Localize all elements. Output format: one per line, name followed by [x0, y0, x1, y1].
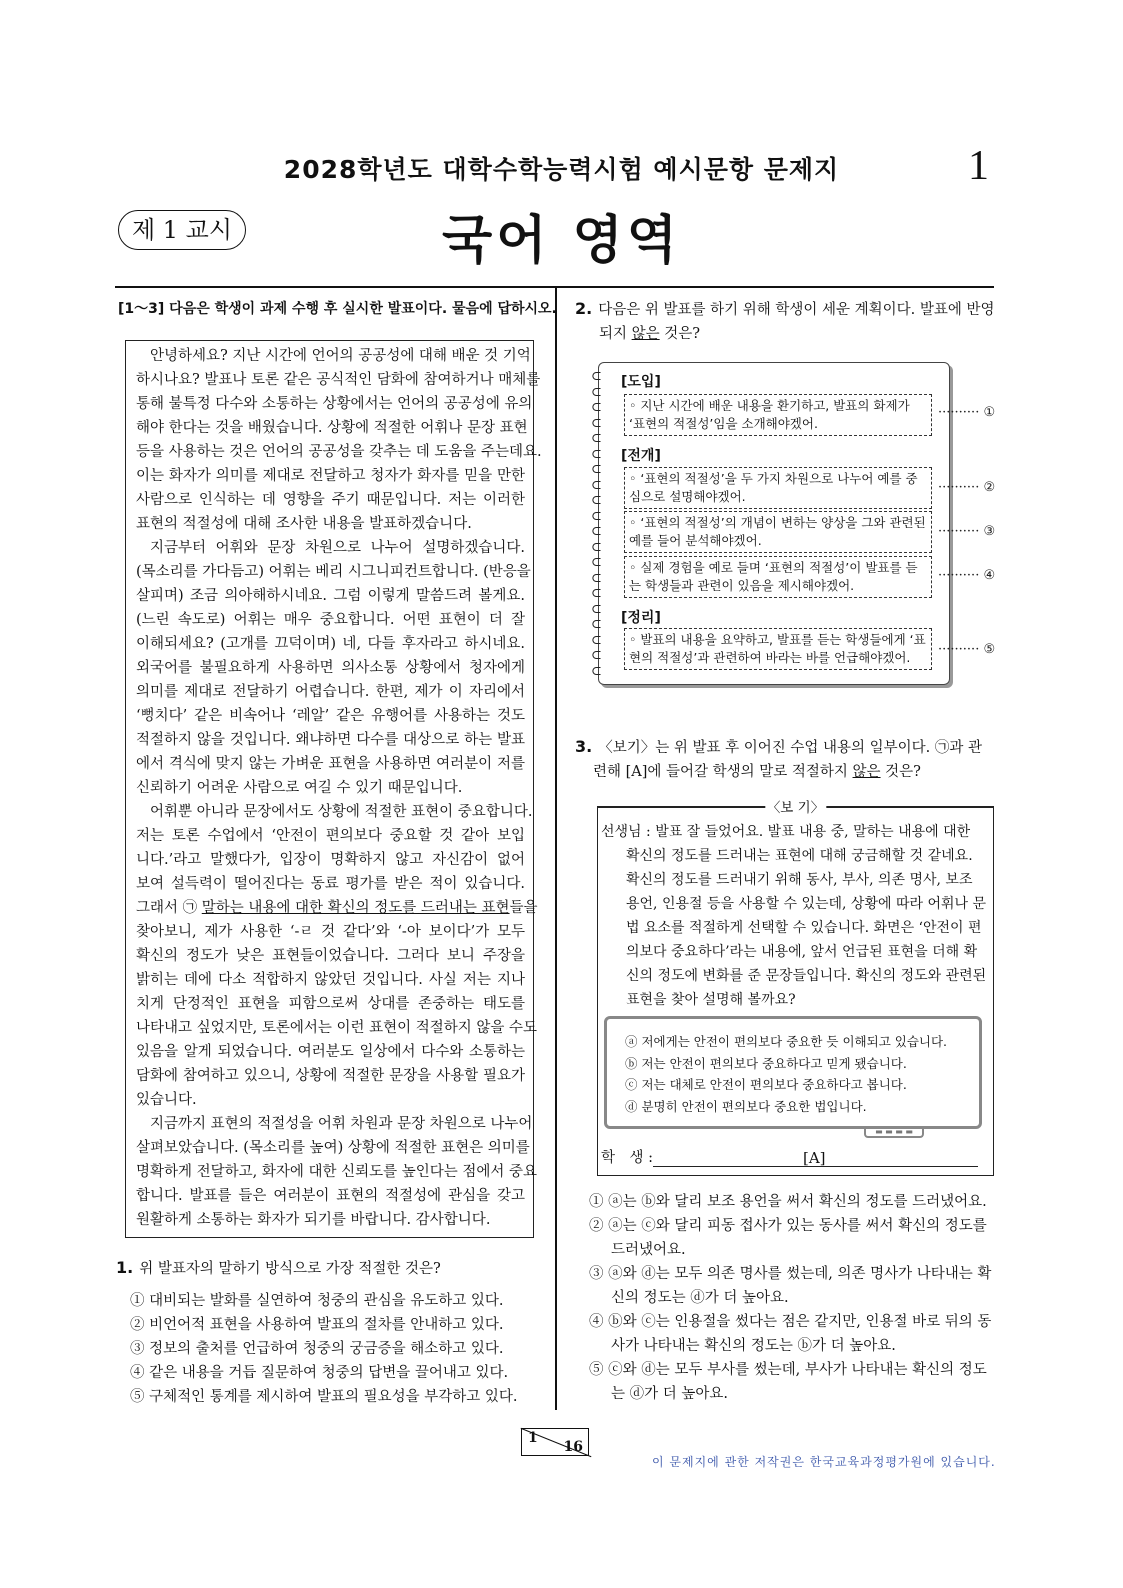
choice-list — [116, 1289, 536, 1409]
spiral-ring-icon: ⊂ — [591, 400, 602, 415]
choice-marker: ·········· ⑤ — [938, 642, 996, 657]
passage-text: 들을 — [509, 900, 538, 916]
answer-choice-2[interactable]: ② 비언어적 표현을 사용하여 발표의 절차를 안내하고 있다. — [130, 1317, 504, 1333]
spiral-ring-icon: ⊂ — [591, 601, 602, 617]
passage-line: 통해 불특정 다수와 소통하는 상황에서는 언어의 공공성에 유의 — [136, 396, 533, 412]
emphasis-underline: 않은 — [852, 764, 881, 780]
emphasis-underline: 않은 — [631, 326, 660, 342]
question-stem: 다음은 위 발표를 하기 위해 학생이 세운 계획이다. 발표에 반영되지 — [598, 302, 995, 342]
choice-marker: ·········· ② — [938, 480, 996, 495]
example-sentence-a: ⓐ 저에게는 안전이 편의보다 중요한 듯 이해되고 있습니다. — [625, 1034, 948, 1049]
passage-line: 보여 설득력이 떨어진다는 동료 평가를 받은 적이 있습니다. — [136, 876, 525, 892]
passage-line: 있습니다. — [136, 1092, 197, 1108]
passage-line: (느린 속도로) 어휘는 매우 중요합니다. 어떤 표현이 더 잘 — [136, 612, 525, 628]
spiral-ring-icon: ⊂ — [591, 508, 602, 524]
section-summary: [정리] — [621, 610, 661, 626]
current-page: 1 — [528, 1430, 538, 1446]
passage-line: 안녕하세요? 지난 시간에 언어의 공공성에 대해 배운 것 기억 — [150, 348, 531, 364]
answer-choice-1[interactable]: ① ⓐ는 ⓑ와 달리 보조 용언을 써서 확신의 정도를 드러냈어요. — [589, 1194, 987, 1210]
passage-line: 어휘뿐 아니라 문장에서도 상황에 적절한 표현이 중요합니다. — [150, 804, 533, 820]
passage-line: 명확하게 전달하고, 화자에 대한 신뢰도를 높인다는 점에서 중요 — [136, 1164, 538, 1180]
spiral-ring-icon: ⊂ — [591, 524, 602, 539]
copyright-notice: 이 문제지에 관한 저작권은 한국교육과정평가원에 있습니다. — [652, 1455, 996, 1469]
passage-line: 이는 화자가 의미를 제대로 전달하고 청자가 화자를 믿을 만한 — [136, 468, 525, 484]
spiral-ring-icon: ⊂ — [591, 617, 602, 632]
passage-line: 표현의 적절성에 대해 조사한 내용을 발표하겠습니다. — [136, 516, 472, 532]
question-3 — [575, 735, 995, 784]
spiral-ring-icon: ⊂ — [591, 586, 602, 601]
passage-line: 합니다. 발표를 들은 여러분이 표현의 적절성에 관심을 갖고 — [136, 1188, 525, 1204]
answer-choice-3[interactable]: ③ 정보의 출처를 언급하여 청중의 궁금증을 해소하고 있다. — [130, 1341, 504, 1357]
spiral-ring-icon: ⊂ — [591, 539, 602, 555]
answer-choice-5[interactable]: ⑤ 구체적인 통계를 제시하여 발표의 필요성을 부각하고 있다. — [130, 1389, 518, 1405]
plan-notebook — [591, 362, 950, 685]
passage-line: 치게 단정적인 표현을 피함으로써 상대를 존중하는 태도를 — [136, 996, 525, 1012]
period-badge: 제 1 교시 — [118, 210, 246, 250]
screen-display — [604, 1016, 982, 1129]
spiral-ring-icon: ⊂ — [591, 477, 602, 493]
choice-marker: ·········· ③ — [938, 524, 996, 539]
blank-A-label: [A] — [803, 1149, 826, 1167]
choice-marker: ·········· ④ — [938, 568, 996, 583]
column-divider — [555, 288, 557, 1410]
question-number: 3. — [575, 737, 593, 756]
passage-line: 이해되세요? (고개를 끄덕이며) 네, 다들 후자라고 하시네요. — [136, 636, 525, 652]
choice-list — [589, 1190, 997, 1406]
plan-item: ◦ ‘표현의 적절성’의 개념이 변하는 양상을 그와 관련된 예를 들어 분석해야겠어. — [624, 511, 932, 553]
spiral-ring-icon: ⊂ — [591, 415, 602, 431]
answer-choice-1[interactable]: ① 대비되는 발화를 실연하여 청중의 관심을 유도하고 있다. — [130, 1293, 504, 1309]
passage-line: 의미를 제대로 전달하기 어렵습니다. 한편, 제가 이 자리에서 — [136, 684, 525, 700]
passage-line: 확신의 정도가 낮은 표현들이었습니다. 그러다 보니 주장을 — [136, 948, 525, 964]
exam-title: 2028학년도 대학수학능력시험 예시문항 문제지 — [283, 155, 840, 184]
passage-box — [125, 340, 542, 1238]
page-number: 1 — [968, 143, 989, 189]
plan-item: ◦ 지난 시간에 배운 내용을 환기하고, 발표의 화제가 ‘표현의 적절성’임을 소개해야겠어. — [624, 394, 932, 436]
spiral-ring-icon: ⊂ — [591, 648, 602, 663]
passage-line: 저는 토론 수업에서 ‘안전이 편의보다 중요할 것 같아 보입 — [136, 828, 525, 844]
answer-choice-4[interactable]: ④ ⓑ와 ⓒ는 인용절을 썼다는 점은 같지만, 인용절 바로 뒤의 동사가 나타내는 확신의 정도는 ⓑ가 더 높아요. — [589, 1314, 992, 1354]
spiral-ring-icon: ⊂ — [591, 570, 602, 586]
question-number: 1. — [116, 1258, 134, 1277]
passage-line: 에서 격식에 맞지 않는 가벼운 표현을 사용하면 여러분이 저를 — [136, 756, 525, 772]
spiral-ring-icon: ⊂ — [591, 384, 602, 400]
subject-title: 국어 영역 — [441, 211, 682, 271]
passage-line: 담화에 참여하고 있으니, 상황에 적절한 문장을 사용할 필요가 — [136, 1068, 525, 1084]
passage-line: 나타내고 싶었지만, 토론에서는 이런 표현이 적절하지 않을 수도 — [136, 1020, 538, 1036]
plan-item: ◦ ‘표현의 적절성’을 두 가지 차원으로 나누어 예를 중심으로 설명해야겠어. — [624, 467, 932, 509]
bogi-box — [597, 800, 994, 1176]
passage-line: 외국어를 불필요하게 사용하면 의사소통 상황에서 청자에게 — [136, 660, 525, 676]
passage-line: ‘뻥치다’ 같은 비속어나 ‘레알’ 같은 유행어를 사용하는 것도 — [136, 708, 525, 724]
passage-line: 지금부터 어휘와 문장 차원으로 나누어 설명하겠습니다. — [150, 540, 525, 556]
spiral-ring-icon: ⊂ — [591, 446, 602, 462]
question-stem: 위 발표자의 말하기 방식으로 가장 적절한 것은? — [139, 1261, 441, 1277]
passage-line: (목소리를 가다듬고) 어휘는 베리 시그니피컨트합니다. (반응을 — [136, 564, 531, 580]
passage-line: 하시나요? 발표나 토론 같은 공식적인 담화에 참여하거나 매체를 — [136, 372, 541, 388]
passage-line: 신뢰하기 어려운 사람으로 여길 수 있기 때문입니다. — [136, 780, 463, 796]
total-pages: 16 — [563, 1439, 583, 1455]
screen-stand-icon: ▬ ▬ ▬ ▬ — [864, 1129, 924, 1138]
plan-item: ◦ 실제 경험을 예로 들며 ‘표현의 적절성’이 발표를 듣는 학생들과 관련이 있음을 제시해야겠어. — [624, 556, 932, 598]
question-stem-end: 것은? — [659, 326, 701, 342]
spiral-ring-icon: ⊂ — [591, 663, 602, 679]
example-sentence-c: ⓒ 저는 대체로 안전이 편의보다 중요하다고 봅니다. — [625, 1077, 907, 1092]
section-body: [전개] — [621, 448, 661, 464]
student-label: 학 생 : — [601, 1150, 654, 1166]
passage-line: 적절하지 않을 것입니다. 왜냐하면 다수를 대상으로 하는 발표 — [136, 732, 525, 748]
question-number: 2. — [575, 299, 593, 318]
section-intro: [도입] — [621, 374, 661, 390]
passage-line: 해야 한다는 것을 배웠습니다. 상황에 적절한 어휘나 문장 표현 — [136, 420, 528, 436]
question-1 — [116, 1256, 536, 1409]
spiral-ring-icon: ⊂ — [591, 462, 602, 477]
spiral-ring-icon: ⊂ — [591, 493, 602, 508]
example-sentence-b: ⓑ 저는 안전이 편의보다 중요하다고 믿게 됐습니다. — [625, 1055, 907, 1071]
passage-line: 니다.’라고 말했다가, 입장이 명확하지 않고 자신감이 없어 — [136, 852, 525, 868]
question-2 — [575, 297, 995, 346]
passage-line: 찾아보니, 제가 사용한 ‘-ㄹ 것 같다’와 ‘-아 보이다’가 모두 — [136, 924, 525, 940]
answer-choice-5[interactable]: ⑤ ⓒ와 ⓓ는 모두 부사를 썼는데, 부사가 나타내는 확신의 정도는 ⓓ가 더 높아요. — [589, 1362, 987, 1402]
choice-marker: ·········· ① — [938, 405, 996, 420]
passage-line: 살펴보았습니다. (목소리를 높여) 상황에 적절한 표현은 의미를 — [136, 1140, 530, 1156]
spiral-ring-icon: ⊂ — [591, 632, 602, 648]
passage-line: 살피며) 조금 의아해하시네요. 그럼 이렇게 말씀드려 볼게요. — [136, 588, 525, 604]
passage-line: 있음을 알게 되었습니다. 여러분도 일상에서 다수와 소통하는 — [136, 1044, 525, 1060]
question-stem-end: 것은? — [880, 764, 921, 780]
passage-line: 등을 사용하는 것은 언어의 공공성을 갖추는 데 도움을 주는데요. — [136, 444, 542, 460]
plan-item: ◦ 발표의 내용을 요약하고, 발표를 듣는 학생들에게 ‘표현의 적절성’과 관련하여 바라는 바를 언급해야겠어. — [624, 628, 932, 670]
spiral-ring-icon: ⊂ — [591, 431, 602, 446]
spiral-ring-icon: ⊂ — [591, 369, 602, 384]
example-sentence-d: ⓓ 분명히 안전이 편의보다 중요한 법입니다. — [625, 1098, 867, 1114]
bogi-label: 〈보 기〉 — [765, 796, 826, 816]
answer-choice-3[interactable]: ③ ⓐ와 ⓓ는 모두 의존 명사를 썼는데, 의존 명사가 나타내는 확신의 정도는 ⓓ가 더 높아요. — [589, 1266, 992, 1306]
page-indicator — [521, 1428, 589, 1456]
answer-choice-4[interactable]: ④ 같은 내용을 거듭 질문하여 청중의 답변을 끌어내고 있다. — [130, 1365, 509, 1381]
passage-line — [136, 896, 538, 920]
passage-line: 사람으로 인식하는 데 영향을 주기 때문입니다. 저는 이러한 — [136, 492, 525, 508]
answer-choice-2[interactable]: ② ⓐ는 ⓒ와 달리 피동 접사가 있는 동사를 써서 확신의 정도를 드러냈어요. — [589, 1218, 987, 1258]
underlined-phrase-giyeok: 말하는 내용에 대한 확신의 정도를 드러내는 표현 — [201, 900, 510, 916]
passage-text: 그래서 ㉠ — [136, 900, 202, 916]
passage-line: 지금까지 표현의 적절성을 어휘 차원과 문장 차원으로 나누어 — [150, 1116, 533, 1132]
teacher-speech: 선생님 : 발표 잘 들었어요. 발표 내용 중, 말하는 내용에 대한 확신의 정도를 드러내는 표현에 대해 궁금해할 것 같네요. 확신의 정도를 드러내기 위해 동사, 부사, 의존 명사, 보조 용언, 인용절 등을 사용할 수 있는데, 상황에 따라 어휘나 문법 요소를 적절하게 선택할 수 있습니다. 화면은 ‘안전이 편의보다 중요하다’라는 내용에, 앞서 언급된 표현을 더해 확신의 정도에 변화를 준 문장들입니다. 확신의 정도와 관련된 표현을 찾아 설명해 볼까요? — [601, 824, 987, 1008]
spiral-ring-icon: ⊂ — [591, 555, 602, 570]
passage-line: 밝히는 데에 다소 적합하지 않았던 것입니다. 사실 저는 지나 — [136, 972, 525, 988]
passage-line: 원활하게 소통하는 화자가 되기를 바랍니다. 감사합니다. — [136, 1212, 491, 1228]
question-stem: 〈보기〉는 위 발표 후 이어진 수업 내용의 일부이다. ㉠과 관련해 [A]에 들어갈 학생의 말로 적절하지 — [593, 740, 982, 780]
question-set-instruction: [1～3] 다음은 학생이 과제 수행 후 실시한 발표이다. 물음에 답하시오. — [118, 301, 557, 317]
